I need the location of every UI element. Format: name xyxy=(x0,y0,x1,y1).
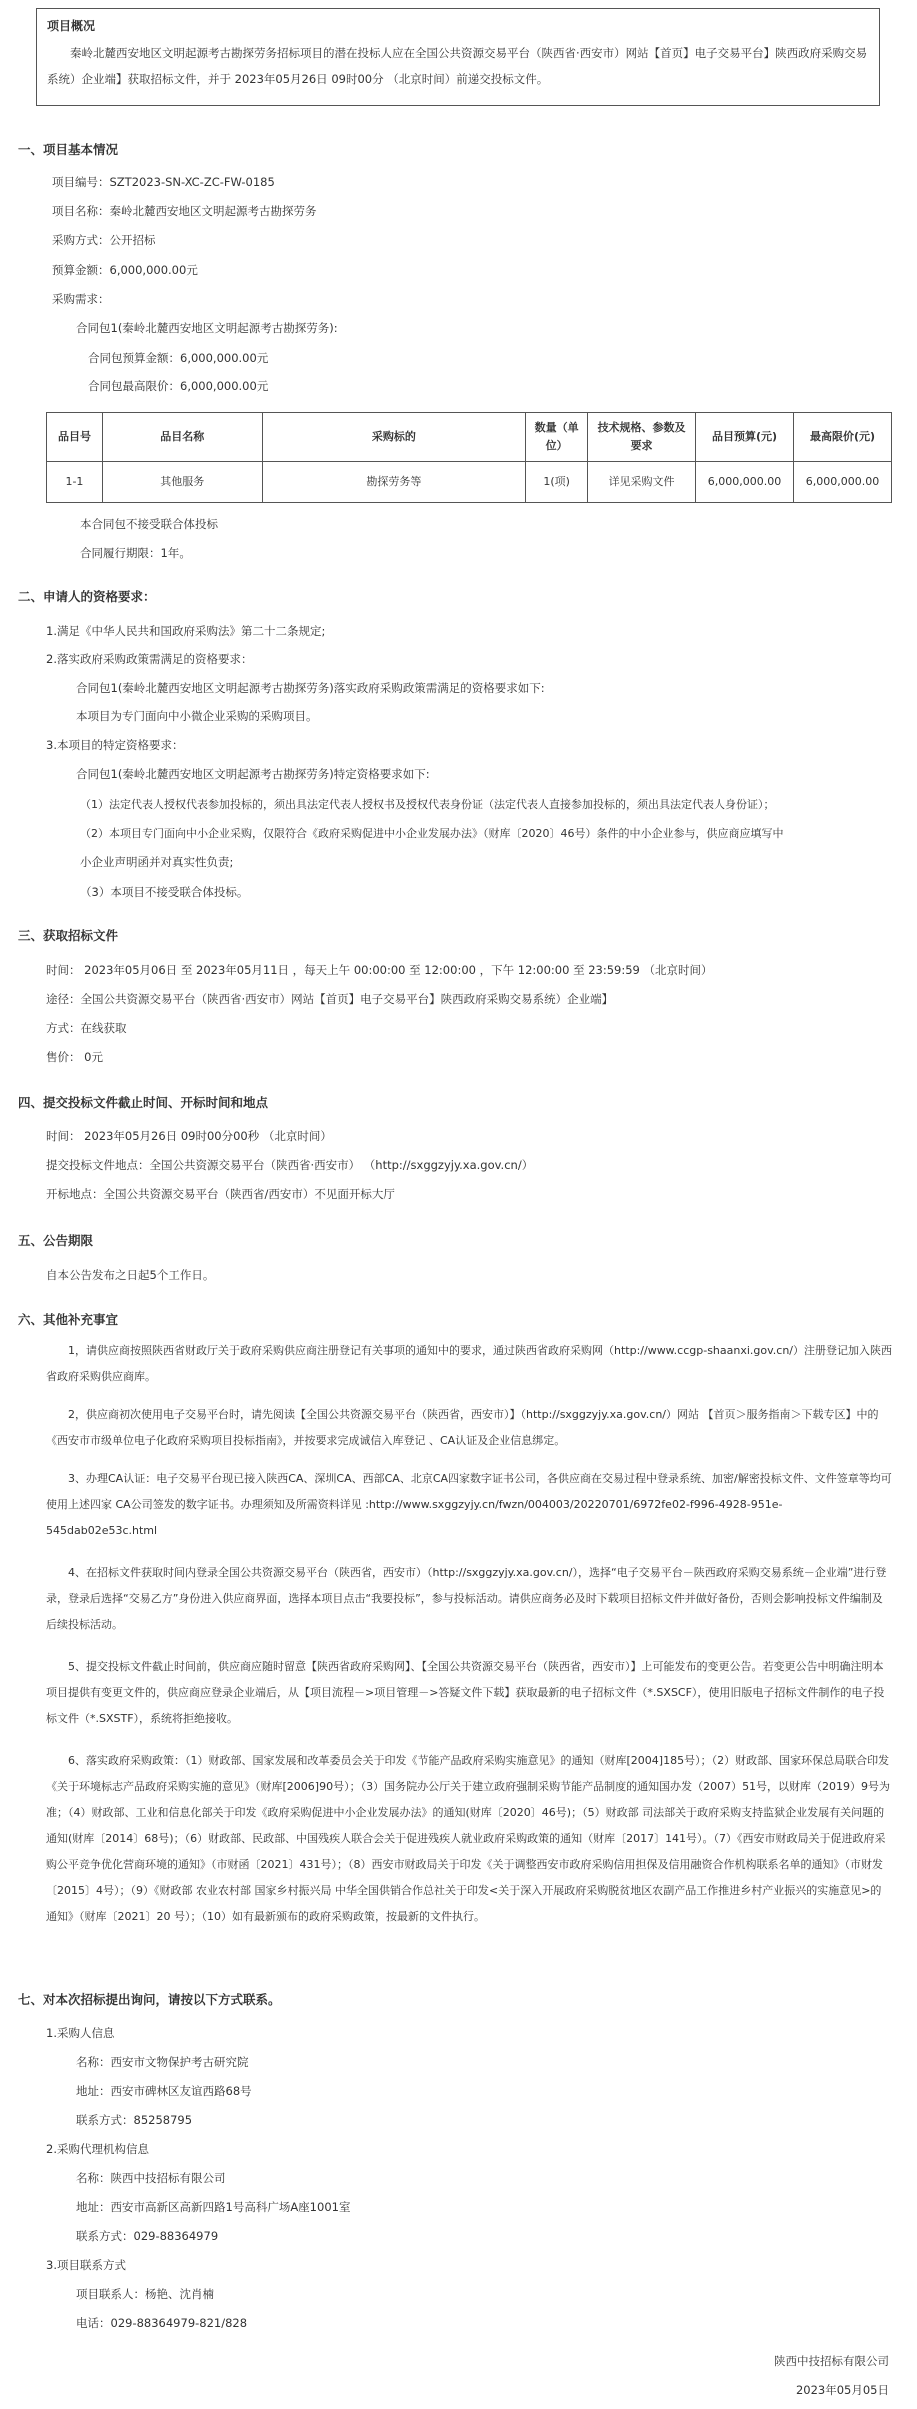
col-max-price: 最高限价(元) xyxy=(793,413,891,462)
qual-2: 2.落实政府采购政策需满足的资格要求： xyxy=(46,652,253,666)
qual-1: 1.满足《中华人民共和国政府采购法》第二十二条规定; xyxy=(46,624,326,638)
supplement-2: 2，供应商初次使用电子交易平台时，请先阅读【全国公共资源交易平台（陕西省，西安市）】（http://sxggzyjy.xa.gov.cn/）网站 【首页＞服务指南＞下载专区】中的 《西安市市级单位电子化政府采购项目投标指南》，并按要求完成诚信入库登记 、CA认证及企业信息绑定。 xyxy=(46,1408,879,1447)
get-doc-method: 方式：在线获取 xyxy=(46,1021,127,1035)
col-budget: 品目预算(元) xyxy=(696,413,794,462)
deadline-time: 时间： 2023年05月26日 09时00分00秒 （北京时间） xyxy=(46,1129,332,1143)
supplement-3: 3、办理CA认证：电子交易平台现已接入陕西CA、深圳CA、西部CA、北京CA四家数字证书公司，各供应商在交易过程中登录系统、加密/解密投标文件、文件签章等均可使用上述四家 CA公司签发的数字证书。办理须知及所需资料详见 :http://www.sxggzyjy.cn/fwzn/004003/20220701/6972fe02-f996-4928-951e-545dab02e53c.html xyxy=(46,1472,892,1537)
qual-3-item-2: （2）本项目专门面向中小企业采购，仅限符合《政府采购促进中小企业发展办法》（财库〔2020〕46号）条件的中小企业参与，供应商应填写中 xyxy=(80,827,784,840)
get-doc-channel: 途径：全国公共资源交易平台（陕西省·西安市）网站【首页】电子交易平台】陕西政府采购交易系统）企业端】 xyxy=(46,992,614,1006)
col-subject: 采购标的 xyxy=(262,413,526,462)
get-doc-time: 时间： 2023年05月06日 至 2023年05月11日 ，每天上午 00:00:00 至 12:00:00 ，下午 12:00:00 至 23:59:59 （北京时间） xyxy=(46,963,713,977)
qual-3: 3.本项目的特定资格要求： xyxy=(46,738,184,752)
package-max-price: 合同包最高限价：6,000,000.00元 xyxy=(88,379,269,393)
section-2-title: 二、申请人的资格要求： xyxy=(18,589,156,604)
items-table xyxy=(46,412,892,503)
qual-3-item-2-cont: 小企业声明函并对真实性负责; xyxy=(80,855,234,869)
overview-body: 秦岭北麓西安地区文明起源考古勘探劳务招标项目的潜在投标人应在全国公共资源交易平台（陕西省·西安市）网站【首页】电子交易平台】陕西政府采购交易系统）企业端】获取招标文件，并于 2023年05月26日 09时00分 （北京时间）前递交投标文件。 xyxy=(47,46,868,86)
table-row xyxy=(47,462,892,503)
submission-place: 提交投标文件地点：全国公共资源交易平台（陕西省·西安市） （http://sxggzyjy.xa.gov.cn/） xyxy=(46,1158,534,1172)
qual-3-package: 合同包1(秦岭北麓西安地区文明起源考古勘探劳务)特定资格要求如下: xyxy=(76,767,430,781)
section-6-title: 六、其他补充事宜 xyxy=(18,1312,119,1327)
qual-2-detail: 本项目为专门面向中小微企业采购的采购项目。 xyxy=(76,709,318,723)
opening-place: 开标地点：全国公共资源交易平台（陕西省/西安市）不见面开标大厅 xyxy=(46,1187,395,1201)
signature-date: 2023年05月05日 xyxy=(795,2383,889,2397)
contract-package-1: 合同包1(秦岭北麓西安地区文明起源考古勘探劳务): xyxy=(76,321,338,335)
agency-contact: 联系方式：029-88364979 xyxy=(76,2229,219,2243)
no-consortium-note: 本合同包不接受联合体投标 xyxy=(80,517,218,531)
procurement-method: 采购方式：公开招标 xyxy=(52,233,156,247)
cell-max-price: 6,000,000.00 xyxy=(793,462,891,503)
cell-spec: 详见采购文件 xyxy=(588,462,696,503)
budget-amount: 预算金额：6,000,000.00元 xyxy=(52,263,198,277)
project-number: 项目编号：SZT2023-SN-XC-ZC-FW-0185 xyxy=(52,175,275,189)
section-4-title: 四、提交投标文件截止时间、开标时间和地点 xyxy=(18,1095,269,1110)
project-name: 项目名称：秦岭北麓西安地区文明起源考古勘探劳务 xyxy=(52,204,317,218)
table-header-row xyxy=(47,413,892,462)
project-contact-person: 项目联系人：杨艳、沈肖楠 xyxy=(76,2287,214,2301)
project-contact-title: 3.项目联系方式 xyxy=(46,2258,126,2272)
notice-period: 自本公告发布之日起5个工作日。 xyxy=(46,1268,215,1282)
agency-address: 地址：西安市高新区高新四路1号高科广场A座1001室 xyxy=(76,2200,351,2214)
qual-3-item-3: （3）本项目不接受联合体投标。 xyxy=(80,885,249,899)
supplement-4: 4、在招标文件获取时间内登录全国公共资源交易平台（陕西省，西安市）（http://sxggzyjy.xa.gov.cn/），选择“电子交易平台－陕西政府采购交易系统－企业端”进行登录，登录后选择“交易乙方”身份进入供应商界面，选择本项目点击“我要投标”，参与投标活动。请供应商务必及时下载项目招标文件并做好备份，否则会影响投标文件编制及后续投标活动。 xyxy=(46,1566,887,1631)
agency-info-title: 2.采购代理机构信息 xyxy=(46,2142,149,2156)
agency-name: 名称：陕西中技招标有限公司 xyxy=(76,2171,226,2185)
purchaser-contact: 联系方式：85258795 xyxy=(76,2113,193,2127)
cell-item-no: 1-1 xyxy=(47,462,103,503)
section-5-title: 五、公告期限 xyxy=(18,1233,94,1248)
col-item-name: 品目名称 xyxy=(102,413,262,462)
signature-company: 陕西中技招标有限公司 xyxy=(774,2354,889,2368)
package-budget: 合同包预算金额：6,000,000.00元 xyxy=(88,351,269,365)
cell-quantity: 1(项) xyxy=(526,462,588,503)
qual-3-item-1: （1）法定代表人授权代表参加投标的，须出具法定代表人授权书及授权代表身份证（法定代表人直接参加投标的，须出具法定代表人身份证）； xyxy=(80,798,775,811)
col-quantity: 数量（单位） xyxy=(526,413,588,462)
qual-2-package: 合同包1(秦岭北麓西安地区文明起源考古勘探劳务)落实政府采购政策需满足的资格要求如下: xyxy=(76,681,545,695)
section-1-title: 一、项目基本情况 xyxy=(18,142,119,157)
supplement-5: 5、提交投标文件截止时间前，供应商应随时留意【陕西省政府采购网】、【全国公共资源交易平台（陕西省，西安市）】上可能发布的变更公告。若变更公告中明确注明本项目提供有变更文件的，供应商应登录企业端后，从【项目流程－>项目管理－>答疑文件下载】获取最新的电子招标文件（*.SXSCF），使用旧版电子招标文件制作的电子投标文件（*.SXSTF），系统将拒绝接收。 xyxy=(46,1660,885,1725)
supplement-1: 1，请供应商按照陕西省财政厅关于政府采购供应商注册登记有关事项的通知中的要求，通过陕西省政府采购网（http://www.ccgp-shaanxi.gov.cn/）注册登记加入陕西省政府采购供应商库。 xyxy=(46,1344,893,1383)
purchaser-info-title: 1.采购人信息 xyxy=(46,2026,115,2040)
get-doc-price: 售价： 0元 xyxy=(46,1050,103,1064)
project-overview-box xyxy=(36,8,880,106)
overview-title: 项目概况 xyxy=(47,19,96,33)
section-7-title: 七、对本次招标提出询问，请按以下方式联系。 xyxy=(18,1992,281,2007)
project-contact-phone: 电话：029-88364979-821/828 xyxy=(76,2316,248,2330)
purchaser-name: 名称：西安市文物保护考古研究院 xyxy=(76,2055,249,2069)
contract-period: 合同履行期限：1年。 xyxy=(80,546,191,560)
supplement-6: 6、落实政府采购政策：（1）财政部、国家发展和改革委员会关于印发《节能产品政府采购实施意见》的通知（财库[2004]185号）；（2）财政部、国家环保总局联合印发《关于环境标志产品政府采购实施的意见》（财库[2006]90号）；（3）国务院办公厅关于建立政府强制采购节能产品制度的通知国办发（2007）51号，以财库（2019）9号为准；（4）财政部、工业和信息化部关于印发《政府采购促进中小企业发展办法》的通知(财库〔2020〕46号)；（5）财政部 司法部关于政府采购支持监狱企业发展有关问题的 通知(财库〔2014〕68号)；（6）财政部、民政部、中国残疾人联合会关于促进残疾人就业政府采购政策的通知（财库〔2017〕141号）。（7）《西安市财政局关于促进政府采购公平竞争优化营商环境的通知》（市财函〔2021〕431号）；（8）西安市财政局关于印发《关于调整西安市政府采购信用担保及信用融资合作机构联系名单的通知》（市财发〔2015〕4号）；（9）《财政部 农业农村部 国家乡村振兴局 中华全国供销合作总社关于印发<关于深入开展政府采购脱贫地区农副产品工作推进乡村产业振兴的实施意见>的通知》（财库〔2021〕20 号）；（10）如有最新颁布的政府采购政策，按最新的文件执行。 xyxy=(46,1754,891,1923)
purchaser-address: 地址：西安市碑林区友谊西路68号 xyxy=(76,2084,252,2098)
cell-budget: 6,000,000.00 xyxy=(696,462,794,503)
cell-subject: 勘探劳务等 xyxy=(262,462,526,503)
cell-item-name: 其他服务 xyxy=(102,462,262,503)
col-spec: 技术规格、参数及要求 xyxy=(588,413,696,462)
col-item-no: 品目号 xyxy=(47,413,103,462)
procurement-demand: 采购需求： xyxy=(52,292,110,306)
section-3-title: 三、获取招标文件 xyxy=(18,928,119,943)
